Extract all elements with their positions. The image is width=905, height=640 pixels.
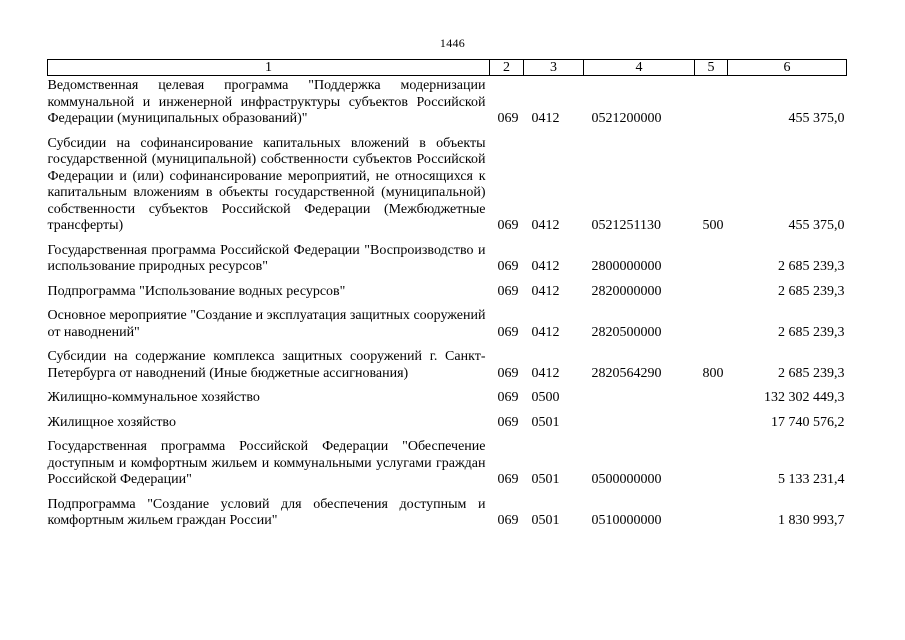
- column-header-amount: 6: [728, 60, 847, 76]
- table-row: [48, 300, 847, 341]
- row-expense-type-code: [695, 431, 728, 489]
- row-expense-type-code: [695, 235, 728, 276]
- row-section-code: 0412: [531, 111, 560, 126]
- page-number: 1446: [439, 36, 466, 50]
- row-target-code: 0521251130: [591, 218, 661, 233]
- row-expense-type-code: [695, 300, 728, 341]
- row-expense-type-code: [695, 276, 728, 301]
- row-amount: 455 375,0: [788, 111, 845, 126]
- row-section-code: 0412: [531, 259, 560, 274]
- table-row: [48, 489, 847, 530]
- row-expense-type-code: [695, 489, 728, 530]
- row-section-code: 0412: [531, 283, 560, 299]
- row-ministry-code: 069: [497, 414, 519, 430]
- row-section-code: 0412: [531, 218, 560, 233]
- table-header: [48, 60, 847, 76]
- row-amount: 17 740 576,2: [771, 414, 845, 430]
- row-target-code: 0521200000: [591, 111, 662, 126]
- row-section-code: 0412: [531, 324, 560, 340]
- row-section-code: 0501: [531, 414, 560, 430]
- row-ministry-code: 069: [497, 513, 519, 528]
- row-amount: 132 302 449,3: [764, 390, 845, 405]
- row-ministry-code: 069: [497, 259, 519, 274]
- column-header-ministry: 2: [490, 60, 524, 76]
- row-target-code: 2800000000: [591, 259, 662, 274]
- row-expense-type-code: [695, 407, 728, 432]
- row-section-code: 0412: [531, 365, 560, 381]
- row-name: Подпрограмма "Создание условий для обеспечения доступным и комфортным жильем граждан России": [47, 496, 486, 528]
- row-amount: 2 685 239,3: [778, 283, 845, 299]
- row-target-code: 0510000000: [591, 513, 662, 528]
- row-ministry-code: 069: [497, 218, 519, 233]
- row-expense-type-code: [695, 76, 728, 128]
- row-name: Государственная программа Российской Федерации "Воспроизводство и использование природных ресурсов": [47, 242, 486, 274]
- column-header-section: 3: [524, 60, 584, 76]
- row-expense-type-code: 800: [702, 365, 724, 381]
- budget-table: [47, 59, 847, 530]
- row-amount: 2 685 239,3: [778, 324, 845, 340]
- row-ministry-code: 069: [497, 111, 519, 126]
- table-row: [48, 235, 847, 276]
- row-name: Субсидии на софинансирование капитальных вложений в объекты государственной (муниципальной) собственности субъектов Российской Федерации и (или) софинансирование мероприятий, не относящихся к капитальным вложениям в объекты государственной (муниципальной) собственности субъектов Российской Федерации (Межбюджетные трансферты): [47, 135, 486, 233]
- row-name: Жилищное хозяйство: [47, 414, 176, 430]
- row-ministry-code: 069: [497, 472, 519, 487]
- table-row: [48, 431, 847, 489]
- table-body: [48, 76, 847, 530]
- row-ministry-code: 069: [497, 390, 519, 405]
- row-target-code: 2820500000: [591, 324, 662, 340]
- row-target-code: 2820564290: [591, 365, 662, 381]
- row-section-code: 0500: [531, 390, 560, 405]
- column-header-target: 4: [584, 60, 695, 76]
- column-header-type: 5: [695, 60, 728, 76]
- row-ministry-code: 069: [497, 365, 519, 381]
- row-name: Подпрограмма "Использование водных ресурсов": [47, 283, 346, 299]
- table-row: [48, 76, 847, 128]
- column-header-name: 1: [48, 60, 490, 76]
- row-section-code: 0501: [531, 513, 560, 528]
- row-target-code: 0500000000: [591, 472, 662, 487]
- table-row: [48, 407, 847, 432]
- row-ministry-code: 069: [497, 283, 519, 299]
- row-name: Основное мероприятие "Создание и эксплуатация защитных сооружений от наводнений": [47, 308, 486, 340]
- row-section-code: 0501: [531, 472, 560, 487]
- table-row: [48, 128, 847, 235]
- row-amount: 2 685 239,3: [778, 259, 845, 274]
- row-amount: 455 375,0: [788, 218, 845, 233]
- row-target-code: 2820000000: [591, 283, 662, 299]
- row-amount: 1 830 993,7: [778, 513, 845, 528]
- table-row: [48, 276, 847, 301]
- row-name: Жилищно-коммунальное хозяйство: [47, 390, 260, 405]
- row-ministry-code: 069: [497, 324, 519, 340]
- row-name: Государственная программа Российской Федерации "Обеспечение доступным и комфортным жильем и коммунальными услугами граждан Российской Федерации": [47, 439, 486, 487]
- row-name: Субсидии на содержание комплекса защитных сооружений г. Санкт-Петербурга от наводнений (Иные бюджетные ассигнования): [47, 349, 486, 381]
- table-row: [48, 382, 847, 407]
- table-row: [48, 341, 847, 382]
- header-row: [48, 60, 847, 76]
- row-target-code: [584, 382, 695, 407]
- row-expense-type-code: 500: [702, 218, 724, 233]
- row-amount: 2 685 239,3: [778, 365, 845, 381]
- row-expense-type-code: [695, 382, 728, 407]
- row-target-code: [584, 407, 695, 432]
- row-name: Ведомственная целевая программа "Поддержка модернизации коммунальной и инженерной инфраструктуры субъектов Российской Федерации (муниципальных образований)": [47, 78, 486, 126]
- row-amount: 5 133 231,4: [778, 472, 845, 487]
